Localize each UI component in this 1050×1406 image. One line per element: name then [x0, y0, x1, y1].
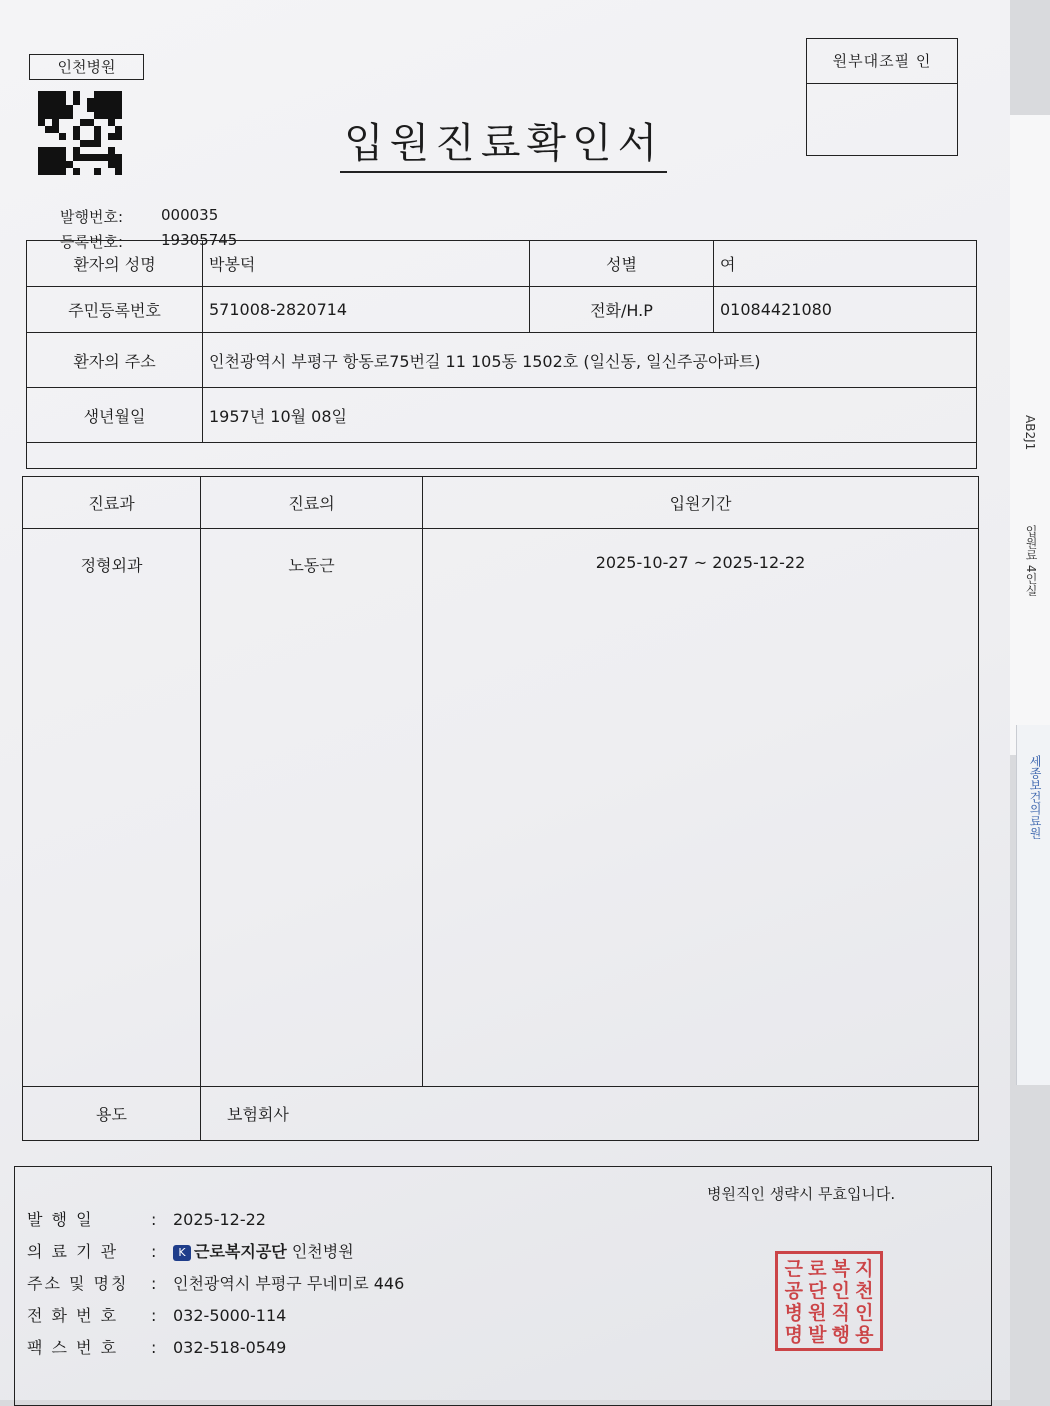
issue-number-row — [60, 206, 219, 227]
hospital-tag: 인천병원 — [29, 54, 144, 80]
table-row — [27, 443, 977, 469]
patient-name-label: 환자의 성명 — [27, 241, 203, 287]
issuer-info-box — [14, 1166, 992, 1406]
table-row — [23, 529, 979, 1087]
issue-date-row — [27, 1207, 266, 1230]
table-row — [27, 241, 977, 287]
issue-number-label: 발행번호: — [60, 208, 124, 226]
document-title: 입원진료확인서 — [340, 110, 667, 173]
birth-value: 1957년 10월 08일 — [203, 388, 977, 443]
sex-value: 여 — [714, 241, 977, 287]
sex-label: 성별 — [530, 241, 714, 287]
telephone-label: 전 화 번 호 — [27, 1306, 119, 1325]
fax-value: 032-518-0549 — [173, 1338, 287, 1357]
colon: : — [151, 1210, 157, 1229]
table-row — [23, 1087, 979, 1141]
colon: : — [151, 1242, 157, 1261]
side-slip-room: 입원료 4인실 — [1024, 525, 1038, 597]
registration-number-label: 등록번호: — [60, 233, 124, 251]
colon: : — [151, 1338, 157, 1357]
colon: : — [151, 1306, 157, 1325]
doctor-value: 노동근 — [201, 529, 423, 1087]
telephone-value: 032-5000-114 — [173, 1306, 287, 1325]
phone-value: 01084421080 — [714, 287, 977, 333]
address-row — [27, 1271, 404, 1294]
institution-address-value: 인천광역시 부평구 무네미로 446 — [173, 1274, 405, 1293]
doctor-header: 진료의 — [201, 477, 423, 529]
side-receipt-text: 세종보건의료원 — [1028, 755, 1042, 839]
rrn-label: 주민등록번호 — [27, 287, 203, 333]
period-value: 2025-10-27 ~ 2025-12-22 — [423, 529, 979, 1087]
institution-brand: 근로복지공단 — [194, 1242, 287, 1261]
dept-header: 진료과 — [23, 477, 201, 529]
table-row — [27, 333, 977, 388]
table-row — [23, 477, 979, 529]
institution-address-label: 주소 및 명칭 — [27, 1274, 129, 1293]
registration-number-value: 19305745 — [161, 231, 238, 249]
kcomwel-logo-icon: K — [173, 1245, 191, 1261]
colon: : — [151, 1274, 157, 1293]
purpose-value: 보험회사 — [201, 1087, 979, 1141]
table-row — [27, 287, 977, 333]
institution-name: 인천병원 — [291, 1242, 354, 1261]
rrn-value: 571008-2820714 — [203, 287, 530, 333]
patient-name-value: 박봉덕 — [203, 241, 530, 287]
patient-info-table — [26, 240, 977, 469]
issue-number-value: 000035 — [161, 206, 219, 224]
address-value: 인천광역시 부평구 항동로75번길 11 105동 1502호 (일신동, 일신주공아파트) — [203, 333, 977, 388]
table-row — [27, 388, 977, 443]
phone-label: 전화/H.P — [530, 287, 714, 333]
side-slip-code: AB2J1 — [1023, 415, 1037, 451]
birth-label: 생년월일 — [27, 388, 203, 443]
purpose-label: 용도 — [23, 1087, 201, 1141]
treatment-table — [22, 476, 979, 1141]
telephone-row — [27, 1303, 286, 1326]
hospital-seal-icon: 근 로 복 지 공 단 인 천 병 원 직 인 명 발 행 용 — [775, 1251, 883, 1351]
issue-date-value: 2025-12-22 — [173, 1210, 266, 1229]
approval-label: 원부대조필 인 — [807, 39, 957, 84]
seal-notice: 병원직인 생략시 무효입니다. — [707, 1185, 896, 1203]
background-paper-slip — [1008, 115, 1050, 755]
fax-label: 팩 스 번 호 — [27, 1338, 119, 1357]
approval-stamp-box — [806, 38, 958, 156]
institution-label: 의 료 기 관 — [27, 1242, 119, 1261]
qr-code-icon — [38, 91, 122, 173]
address-label: 환자의 주소 — [27, 333, 203, 388]
dept-value: 정형외과 — [23, 529, 201, 1087]
fax-row — [27, 1335, 286, 1358]
spacer-row — [27, 443, 977, 469]
background-paper-receipt — [1016, 725, 1050, 1085]
issue-date-label: 발 행 일 — [27, 1210, 94, 1229]
period-header: 입원기간 — [423, 477, 979, 529]
institution-row — [27, 1239, 354, 1262]
